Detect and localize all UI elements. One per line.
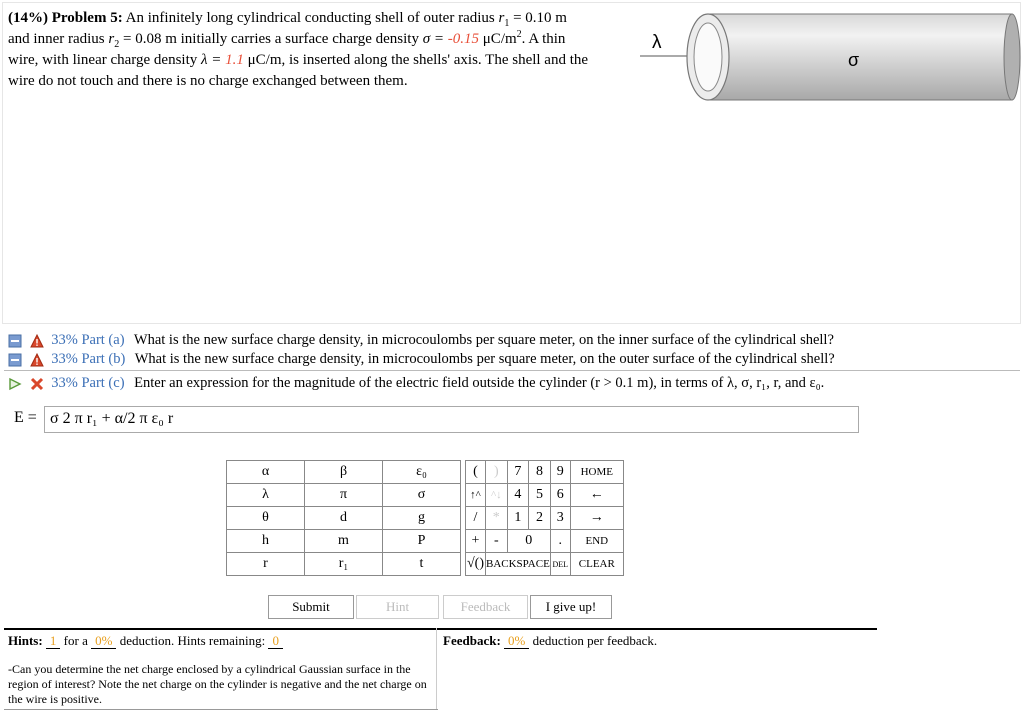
key-plus[interactable]: + <box>466 530 486 553</box>
key-dot[interactable]: . <box>550 530 570 553</box>
key-right-arrow[interactable]: → <box>570 507 623 530</box>
key-t[interactable]: t <box>383 553 461 576</box>
warning-icon <box>30 334 44 348</box>
cylinder-inner-opening <box>694 23 722 91</box>
key-star[interactable]: * <box>486 507 508 530</box>
cylinder-body <box>708 14 1012 100</box>
key-backspace[interactable]: BACKSPACE <box>486 553 551 576</box>
key-clear[interactable]: CLEAR <box>570 553 623 576</box>
sigma-label: σ <box>848 50 860 70</box>
symbol-keypad <box>226 460 461 576</box>
key-3[interactable]: 3 <box>550 507 570 530</box>
problem-percent: (14%) <box>8 10 48 26</box>
key-beta[interactable]: β <box>305 461 383 484</box>
key-end[interactable]: END <box>570 530 623 553</box>
part-a-label[interactable]: 33% Part (a) <box>51 332 125 348</box>
key-d[interactable]: d <box>305 507 383 530</box>
key-9[interactable]: 9 <box>550 461 570 484</box>
key-P[interactable]: P <box>383 530 461 553</box>
key-g[interactable]: g <box>383 507 461 530</box>
warning-icon <box>30 353 44 367</box>
hint-button[interactable]: Hint <box>356 595 439 619</box>
hints-status: Hints: 1 for a 0% deduction. Hints remaining: 0 <box>8 633 283 649</box>
part-b-label[interactable]: 33% Part (b) <box>51 351 126 367</box>
key-theta[interactable]: θ <box>227 507 305 530</box>
key-epsilon0[interactable]: ε₀ <box>383 461 461 484</box>
key-2[interactable]: 2 <box>529 507 551 530</box>
key-minus[interactable]: - <box>486 530 508 553</box>
hint-text: -Can you determine the net charge enclosed by a cylindrical Gaussian surface in the region of interest? Note the net charge on the cylinder is negative and the net charge on the wire is positive. <box>8 662 427 706</box>
key-7[interactable]: 7 <box>507 461 529 484</box>
part-b-question: What is the new surface charge density, in microcoulombs per square meter, on the outer surface of the cylindrical shell? <box>134 351 835 367</box>
part-a-question: What is the new surface charge density, in microcoulombs per square meter, on the inner surface of the cylindrical shell? <box>133 332 834 348</box>
hints-deduction: 0% <box>91 633 116 649</box>
sigma-value: -0.15 <box>447 31 480 47</box>
expand-arrow-icon[interactable] <box>8 377 22 391</box>
key-m[interactable]: m <box>305 530 383 553</box>
key-left-arrow[interactable]: ← <box>570 484 623 507</box>
key-close-paren[interactable]: ) <box>486 461 508 484</box>
key-up[interactable]: ↑^ <box>466 484 486 507</box>
part-c-row[interactable] <box>8 373 824 393</box>
part-b-row[interactable] <box>8 349 835 369</box>
part-c-label[interactable]: 33% Part (c) <box>51 375 125 391</box>
key-5[interactable]: 5 <box>529 484 551 507</box>
key-4[interactable]: 4 <box>507 484 529 507</box>
key-pi[interactable]: π <box>305 484 383 507</box>
key-open-paren[interactable]: ( <box>466 461 486 484</box>
key-r[interactable]: r <box>227 553 305 576</box>
key-1[interactable]: 1 <box>507 507 529 530</box>
hint-area-top-rule <box>4 628 877 630</box>
hints-remaining: 0 <box>268 633 283 649</box>
part-c-question: Enter an expression for the magnitude of the electric field outside the cylinder (r > 0.1 m), in terms of λ, σ, r₁, r, and ε₀. <box>134 375 825 391</box>
lambda-label: λ <box>652 32 662 53</box>
feedback-deduction: 0% <box>504 633 529 649</box>
key-alpha[interactable]: α <box>227 461 305 484</box>
feedback-status: Feedback: 0% deduction per feedback. <box>443 633 658 648</box>
answer-input[interactable]: σ 2 π r₁ + α/2 π ε₀ r <box>44 406 859 433</box>
problem-statement: (14%) Problem 5: An infinitely long cylindrical conducting shell of outer radius $r_1 = 0.10$ m and inner radius $r_2 = 0.08$ m initially carries a surface charge density σ = -0.15 $\mu C/m^2$. A thin wire, with linear charge density λ = 1.1 μC/m, is inserted along the shells' axis. The shell and the wire do not touch and there is no charge exchanged between them. <box>8 10 589 89</box>
hints-count: 1 <box>46 633 61 649</box>
key-del[interactable]: DEL <box>550 553 570 576</box>
key-0[interactable]: 0 <box>507 530 550 553</box>
collapse-icon[interactable] <box>8 334 22 348</box>
answer-label: E = <box>14 409 37 426</box>
feedback-button[interactable]: Feedback <box>443 595 528 619</box>
cylinder-end-right <box>1004 14 1020 100</box>
part-divider <box>4 370 1020 371</box>
key-lambda[interactable]: λ <box>227 484 305 507</box>
key-h[interactable]: h <box>227 530 305 553</box>
lambda-value: 1.1 <box>225 52 244 68</box>
part-a-row[interactable] <box>8 330 834 350</box>
hint-area-divider <box>436 628 437 710</box>
cylinder-figure <box>636 10 1022 114</box>
number-keypad <box>465 460 624 576</box>
collapse-icon[interactable] <box>8 353 22 367</box>
submit-button[interactable]: Submit <box>268 595 354 619</box>
problem-title: Problem 5: <box>51 10 123 26</box>
key-8[interactable]: 8 <box>529 461 551 484</box>
key-slash[interactable]: / <box>466 507 486 530</box>
key-home[interactable]: HOME <box>570 461 623 484</box>
key-down[interactable]: ^↓ <box>486 484 508 507</box>
incorrect-x-icon <box>30 377 44 391</box>
hint-area-bottom-rule <box>4 709 438 710</box>
key-6[interactable]: 6 <box>550 484 570 507</box>
key-sigma[interactable]: σ <box>383 484 461 507</box>
give-up-button[interactable]: I give up! <box>530 595 612 619</box>
key-r1[interactable]: r₁ <box>305 553 383 576</box>
key-sqrt[interactable]: √() <box>466 553 486 576</box>
